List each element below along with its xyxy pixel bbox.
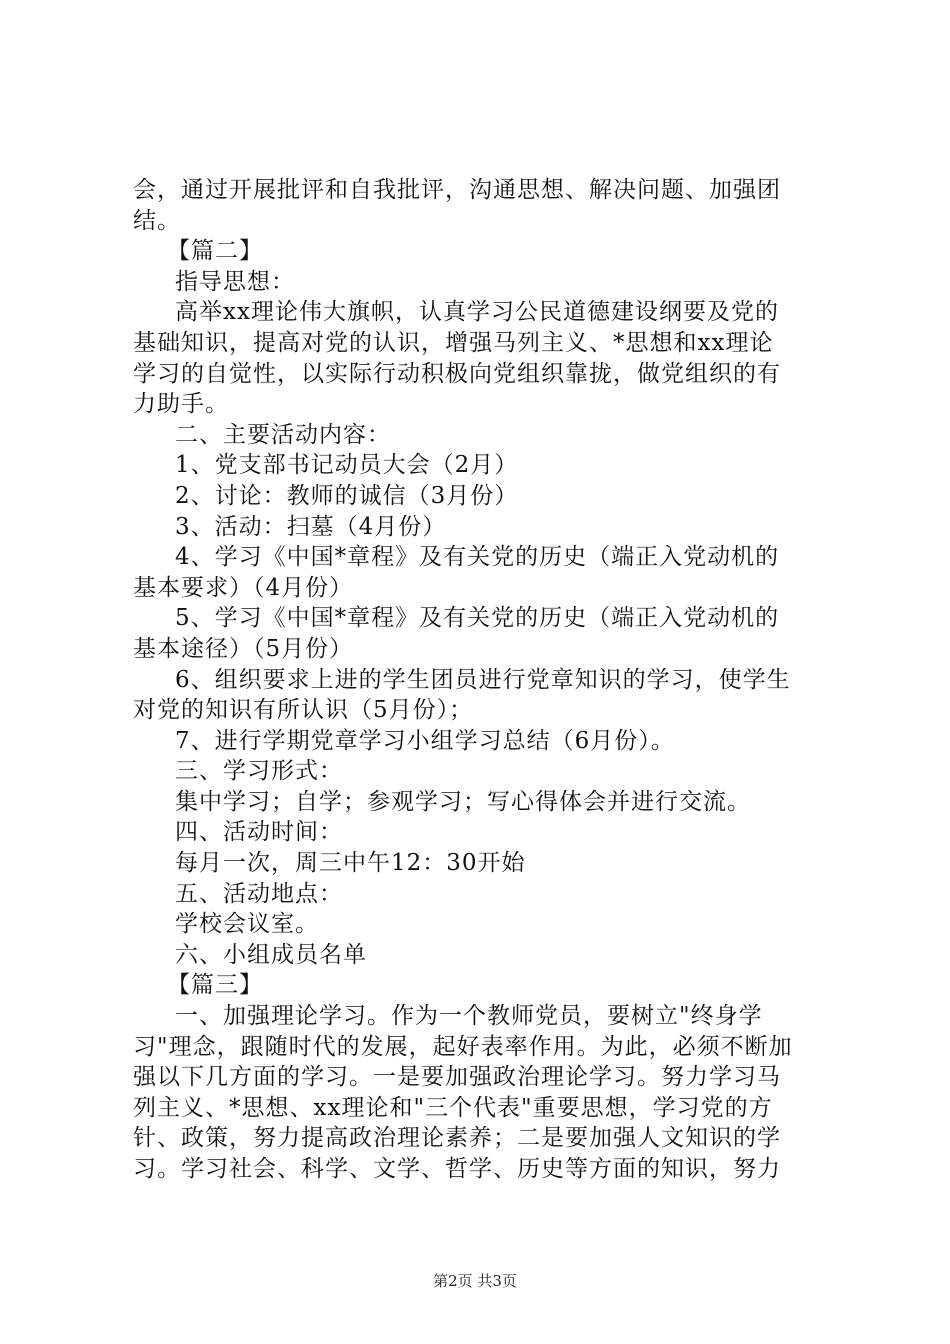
text-line: 结。 [133, 207, 181, 234]
text-line: 二、主要活动内容： [175, 421, 391, 448]
text-line: 一、加强理论学习。作为一个教师党员，要树立"终身学 [175, 1003, 763, 1030]
page-footer: 第2页 共3页 [433, 1272, 517, 1290]
text-line: 习。学习社会、科学、文学、哲学、历史等方面的知识，努力 [133, 1156, 781, 1182]
text-line: 列主义、*思想、xx理论和"三个代表"重要思想，学习党的方 [133, 1094, 773, 1121]
text-line: 6、组织要求上进的学生团员进行党章知识的学习，使学生 [175, 666, 791, 693]
text-line: 会，通过开展批评和自我批评，沟通思想、解决问题、加强团 [133, 177, 781, 203]
document-body [133, 175, 833, 1185]
text-line: 【篇二】 [167, 238, 263, 265]
text-line: 力助手。 [133, 391, 229, 418]
text-line: 高举xx理论伟大旗帜，认真学习公民道德建设纲要及党的 [175, 299, 779, 326]
text-line: 对党的知识有所认识（5月份）； [133, 697, 474, 724]
text-line: 2、讨论：教师的诚信（3月份） [175, 482, 519, 509]
text-line: 三、学习形式： [175, 758, 343, 785]
text-line: 基础知识，提高对党的认识，增强马列主义、*思想和xx理论 [133, 329, 774, 356]
text-line: 四、活动时间： [175, 819, 343, 846]
text-line: 1、党支部书记动员大会（2月） [175, 452, 519, 479]
text-line: 学校会议室。 [175, 911, 319, 938]
text-line: 【篇三】 [167, 972, 263, 999]
text-line: 7、进行学期党章学习小组学习总结（6月份）。 [175, 727, 675, 754]
text-line: 每月一次，周三中午12：30开始 [175, 850, 526, 877]
text-line: 五、活动地点： [175, 880, 343, 907]
text-line: 习"理念，跟随时代的发展，起好表率作用。为此，必须不断加 [133, 1033, 793, 1060]
text-line: 针、政策，努力提高政治理论素养；二是要加强人文知识的学 [133, 1125, 781, 1152]
text-line: 基本途径）（5月份） [133, 635, 354, 662]
text-line: 基本要求）（4月份） [133, 574, 354, 601]
text-line: 3、活动：扫墓（4月份） [175, 513, 447, 540]
text-line: 4、学习《中国*章程》及有关党的历史（端正入党动机的 [175, 544, 780, 571]
text-line: 5、学习《中国*章程》及有关党的历史（端正入党动机的 [175, 605, 780, 632]
text-line: 六、小组成员名单 [175, 941, 367, 968]
text-line: 集中学习；自学；参观学习；写心得体会并进行交流。 [175, 788, 751, 815]
text-line: 学习的自觉性，以实际行动积极向党组织靠拢，做党组织的有 [133, 360, 781, 387]
text-line: 强以下几方面的学习。一是要加强政治理论学习。努力学习马 [133, 1064, 781, 1091]
text-line: 指导思想： [175, 268, 295, 295]
